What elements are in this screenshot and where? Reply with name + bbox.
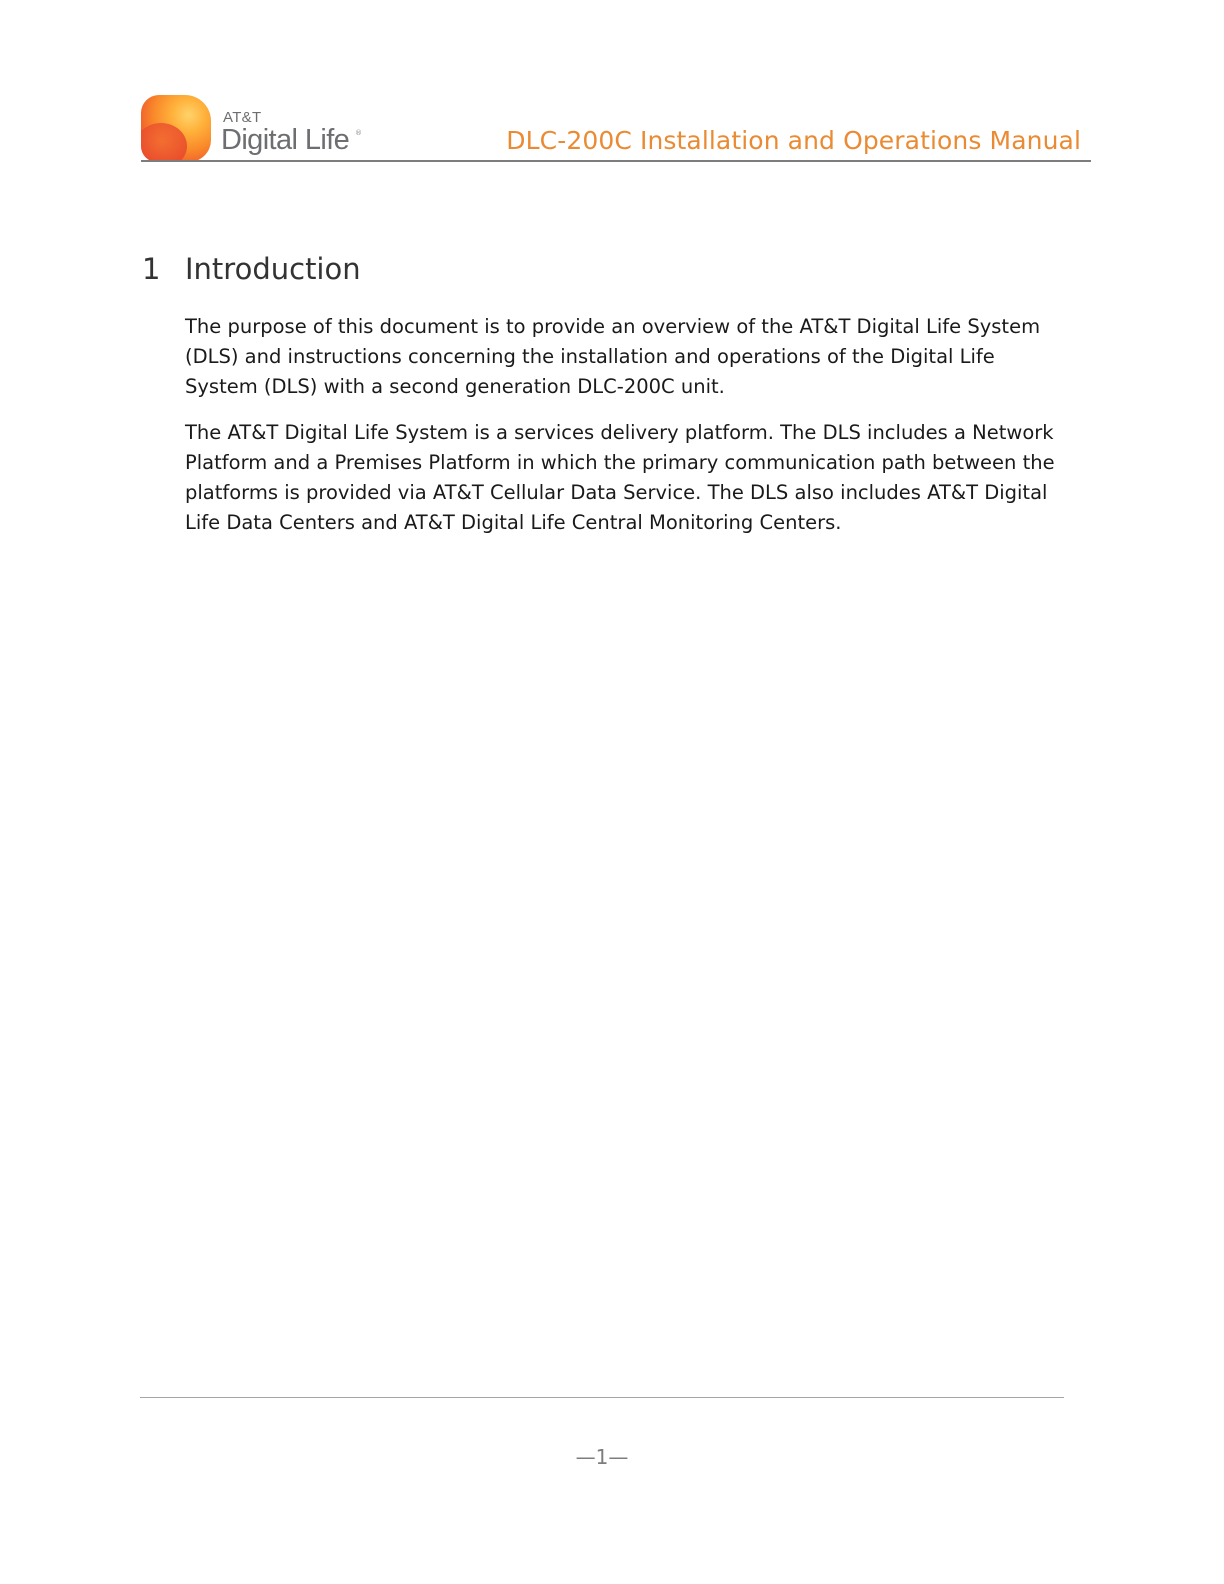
section-body [185,312,1070,554]
digital-life-orb-icon [141,95,211,162]
document-title: DLC-200C Installation and Operations Manual [506,126,1081,155]
header-divider [141,160,1091,162]
logo-product-text: Digital Life [221,124,350,156]
att-digital-life-logo [141,94,371,162]
footer-divider [140,1397,1064,1398]
paragraph: The AT&T Digital Life System is a services delivery platform. The DLS includes a Network Platform and a Premises Platform in which the primary communication path between the platforms is provided via AT&T Cellular Data Service. The DLS also includes AT&T Digital Life Data Centers and AT&T Digital Life Central Monitoring Centers. [185,421,1055,534]
logo-brand-text: AT&T [223,109,262,126]
page-header [141,92,1091,164]
section-title: Introduction [185,252,361,286]
section-heading [142,252,361,286]
logo-registered-mark: ® [355,129,362,137]
section-number: 1 [142,252,161,286]
paragraph: The purpose of this document is to provide an overview of the AT&T Digital Life System (DLS) and instructions concerning the installation and operations of the Digital Life System (DLS) with a second generation DLC-200C unit. [185,315,1041,398]
page-number: —1— [575,1445,629,1469]
